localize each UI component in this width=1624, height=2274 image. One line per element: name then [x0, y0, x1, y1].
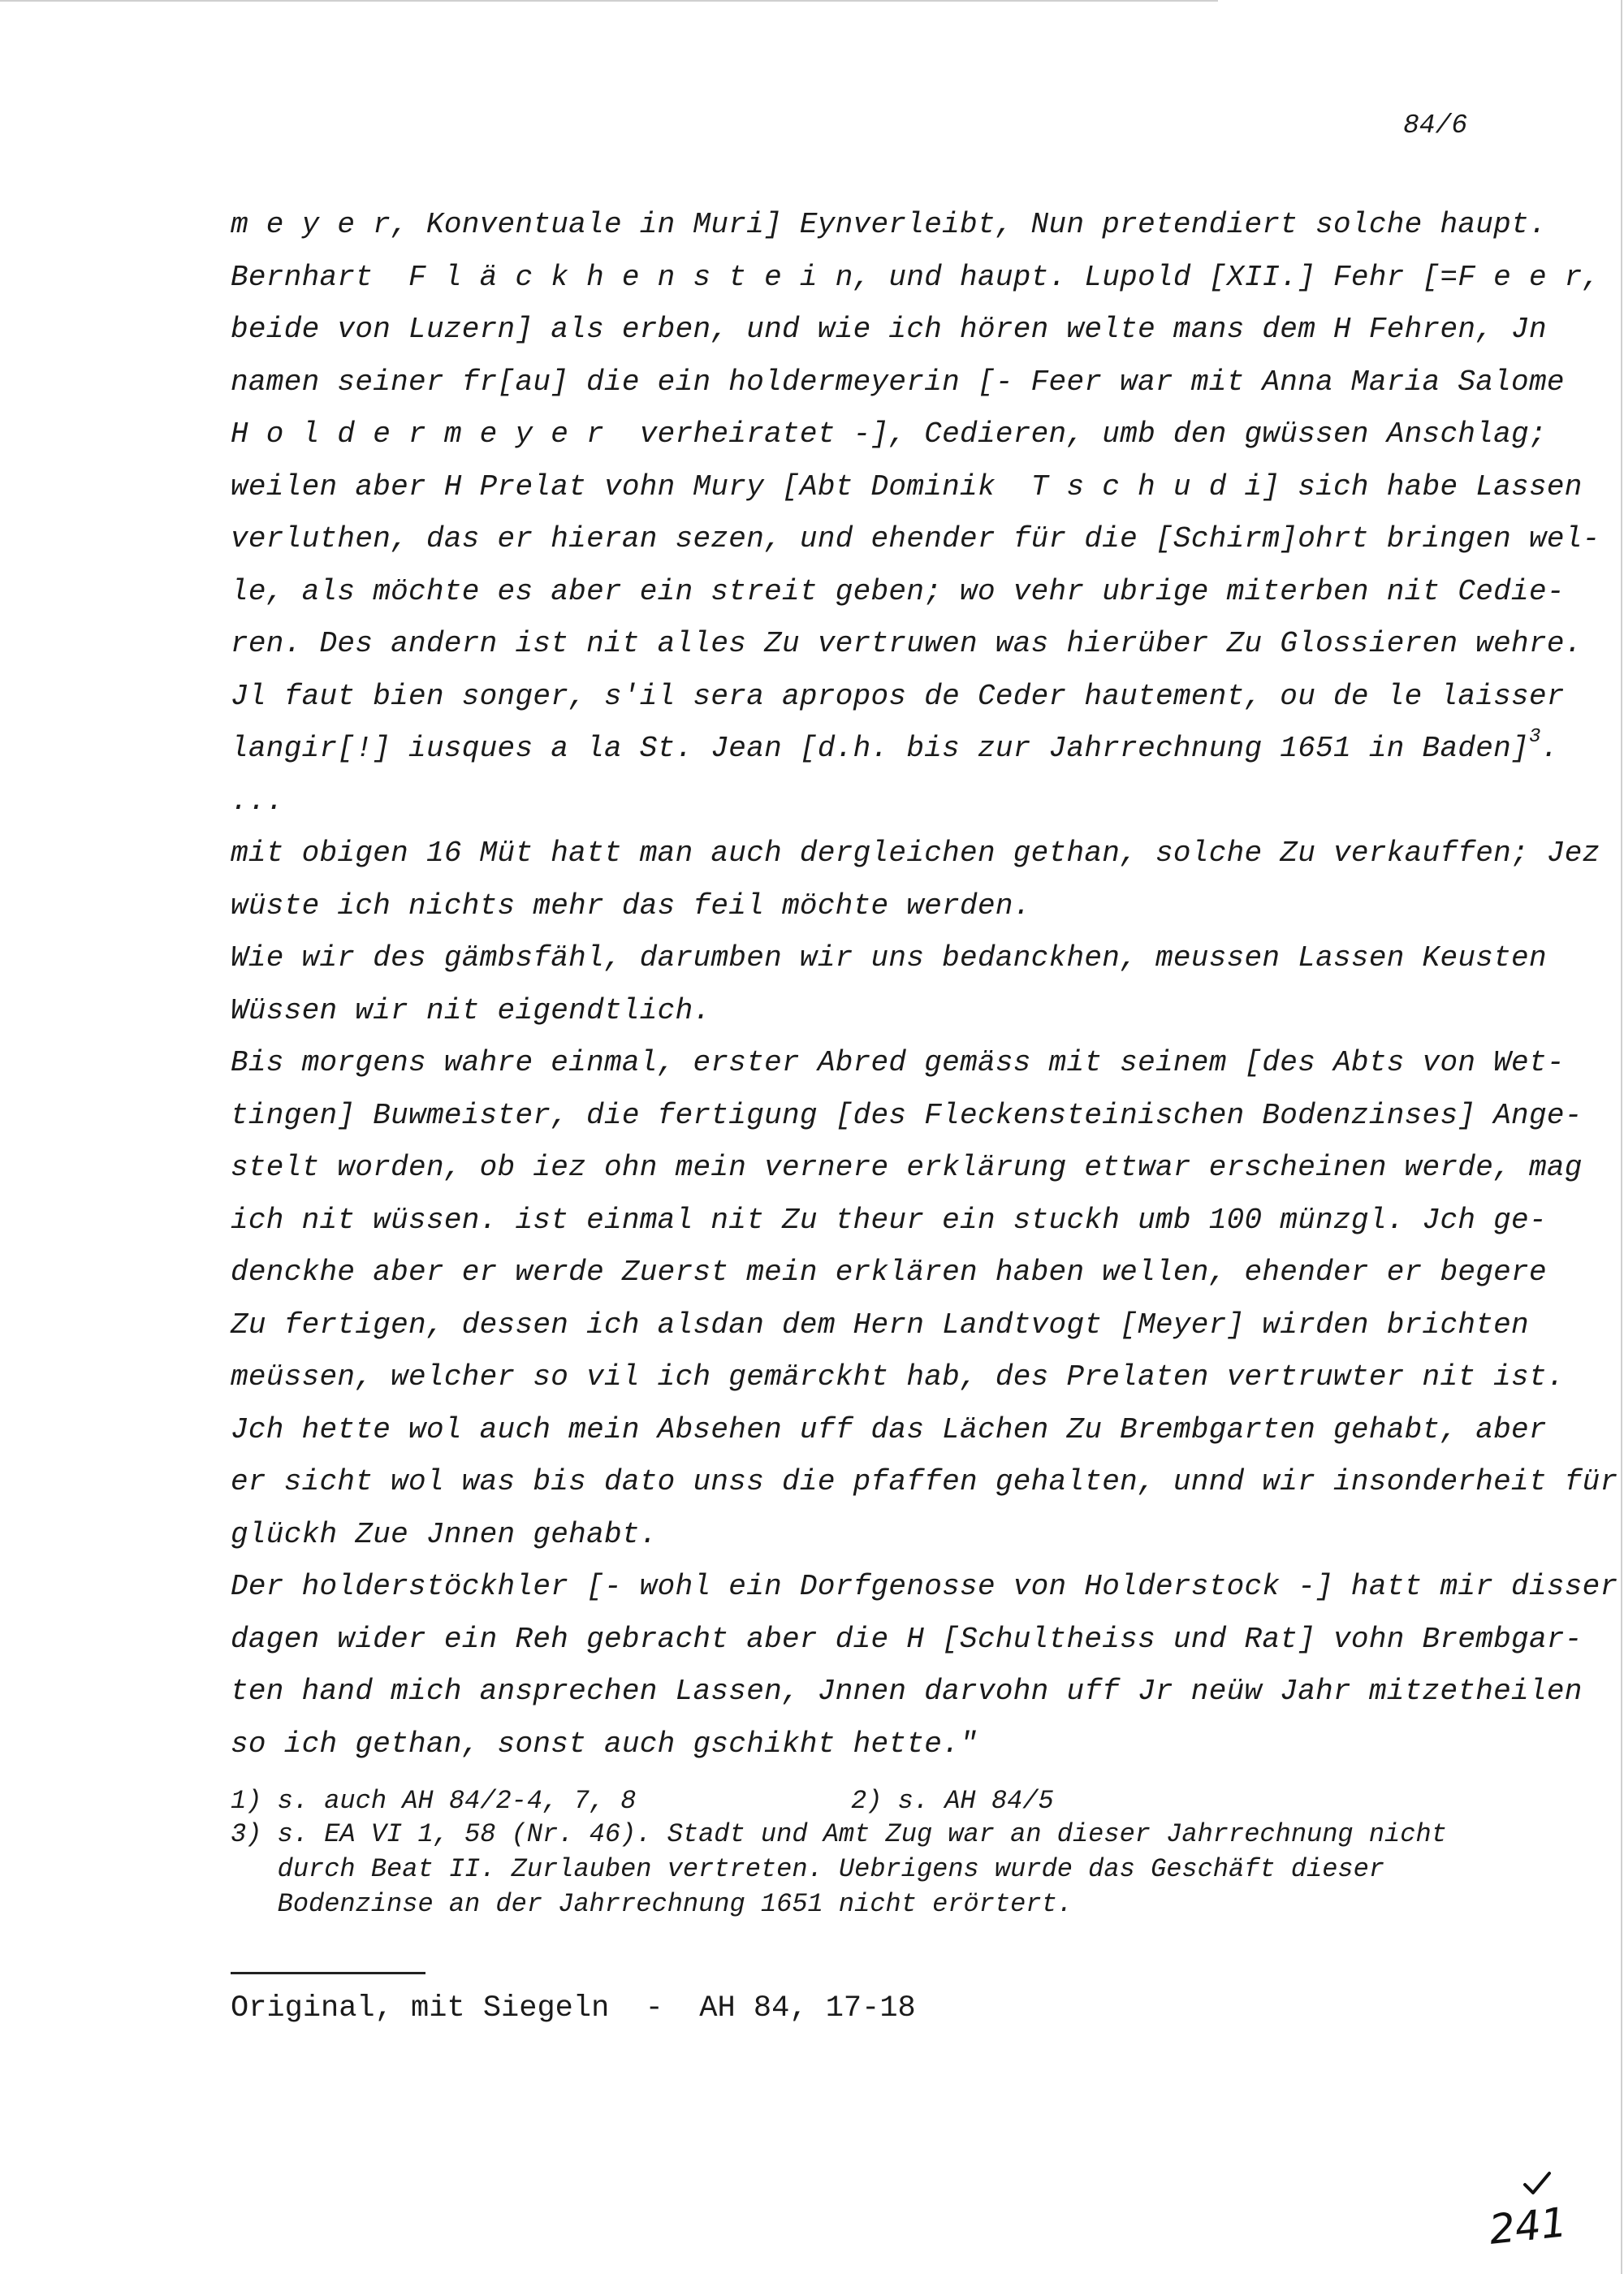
footnote-3-line-1: 3) s. EA VI 1, 58 (Nr. 46). Stadt und Amt Zug war an dieser Jahrrechnung nicht [231, 1819, 1447, 1849]
body-line: m e y e r, Konventuale in Muri] Eynverleibt, Nun pretendiert solche haupt. [231, 208, 1547, 241]
body-line: Wie wir des gämbsfähl, darumben wir uns bedanckhen, meussen Lassen Keusten [231, 941, 1547, 975]
transcription-body [231, 199, 1618, 1770]
body-line: ich nit wüssen. ist einmal nit Zu theur ein stuckh umb 100 münzgl. Jch ge- [231, 1203, 1547, 1237]
body-line: glückh Zue Jnnen gehabt. [231, 1517, 658, 1551]
footnote-separator-rule [231, 1972, 425, 1974]
body-line: langir[!] iusques a la St. Jean [d.h. bis zur Jahrrechnung 1651 in Baden]$^3$. [231, 726, 1559, 765]
body-line: Bernhart F l ä c k h e n s t e i n, und haupt. Lupold [XII.] Fehr [=F e e r, [231, 260, 1600, 294]
body-line: meüssen, welcher so vil ich gemärckht hab, des Prelaten vertruwter nit ist. [231, 1360, 1565, 1394]
body-line: Zu fertigen, dessen ich alsdan dem Hern Landtvogt [Meyer] wirden brichten [231, 1308, 1529, 1342]
page-number: 84/6 [1403, 110, 1468, 141]
scan-edge-top [0, 0, 1218, 2]
body-line: wüste ich nichts mehr das feil möchte werden. [231, 888, 1031, 923]
body-line: Jl faut bien songer, s'il sera apropos de Ceder hautement, ou de le laisser [231, 679, 1565, 713]
body-line: dagen wider ein Reh gebracht aber die H [Schultheiss und Rat] vohn Brembgar- [231, 1622, 1583, 1656]
body-line: le, als möchte es aber ein streit geben; wo vehr ubrige miterben nit Cedie- [231, 574, 1565, 608]
body-line: denckhe aber er werde Zuerst mein erklären haben wellen, ehender er begere [231, 1256, 1547, 1289]
body-line: mit obigen 16 Müt hatt man auch dergleichen gethan, solche Zu verkauffen; Jez [231, 837, 1600, 870]
body-line: namen seiner fr[au] die ein holdermeyerin [- Feer war mit Anna Maria Salome [231, 365, 1565, 399]
body-line: so ich gethan, sonst auch gschikht hette." [231, 1727, 978, 1761]
footnote-marker: 3 [1528, 726, 1541, 748]
scan-edge-right [1621, 0, 1622, 2274]
body-line: Bis morgens wahre einmal, erster Abred gemäss mit seinem [des Abts von Wet- [231, 1046, 1565, 1079]
footnote-3-line-3: Bodenzinse an der Jahrrechnung 1651 nicht erörtert. [231, 1889, 1073, 1919]
source-note: Original, mit Siegeln - AH 84, 17-18 [231, 1991, 916, 2025]
footnote-1: 1) s. auch AH 84/2-4, 7, 8 [231, 1786, 637, 1816]
body-line: H o l d e r m e y e r verheiratet -], Cedieren, umb den gwüssen Anschlag; [231, 417, 1547, 451]
body-line: ... [231, 784, 284, 818]
footnote-2: 2) s. AH 84/5 [851, 1786, 1054, 1816]
body-line: tingen] Buwmeister, die fertigung [des Fleckensteinischen Bodenzinses] Ange- [231, 1098, 1583, 1132]
body-line: Der holderstöckhler [- wohl ein Dorfgenosse von Holderstock -] hatt mir disser [231, 1570, 1618, 1603]
body-line: Jch hette wol auch mein Absehen uff das Lächen Zu Brembgarten gehabt, aber [231, 1412, 1547, 1446]
footnote-3-line-2: durch Beat II. Zurlauben vertreten. Uebrigens wurde das Geschäft dieser [231, 1854, 1385, 1884]
body-line: verluthen, das er hieran sezen, und ehender für die [Schirm]ohrt bringen wel- [231, 522, 1600, 556]
body-line: er sicht wol was bis dato unss die pfaffen gehalten, unnd wir insonderheit für [231, 1465, 1618, 1498]
body-line: weilen aber H Prelat vohn Mury [Abt Dominik T s c h u d i] sich habe Lassen [231, 469, 1583, 504]
body-line: ren. Des andern ist nit alles Zu vertruwen was hierüber Zu Glossieren wehre. [231, 627, 1583, 660]
handwritten-page-number: 241 [1487, 2198, 1570, 2254]
handwritten-check-mark [1522, 2170, 1554, 2199]
body-line: beide von Luzern] als erben, und wie ich hören welte mans dem H Fehren, Jn [231, 313, 1547, 346]
body-line: Wüssen wir nit eigendtlich. [231, 993, 711, 1027]
body-line: stelt worden, ob iez ohn mein vernere erklärung ettwar erscheinen werde, mag [231, 1151, 1583, 1184]
body-line: ten hand mich ansprechen Lassen, Jnnen darvohn uff Jr neüw Jahr mitzetheilen [231, 1675, 1583, 1708]
